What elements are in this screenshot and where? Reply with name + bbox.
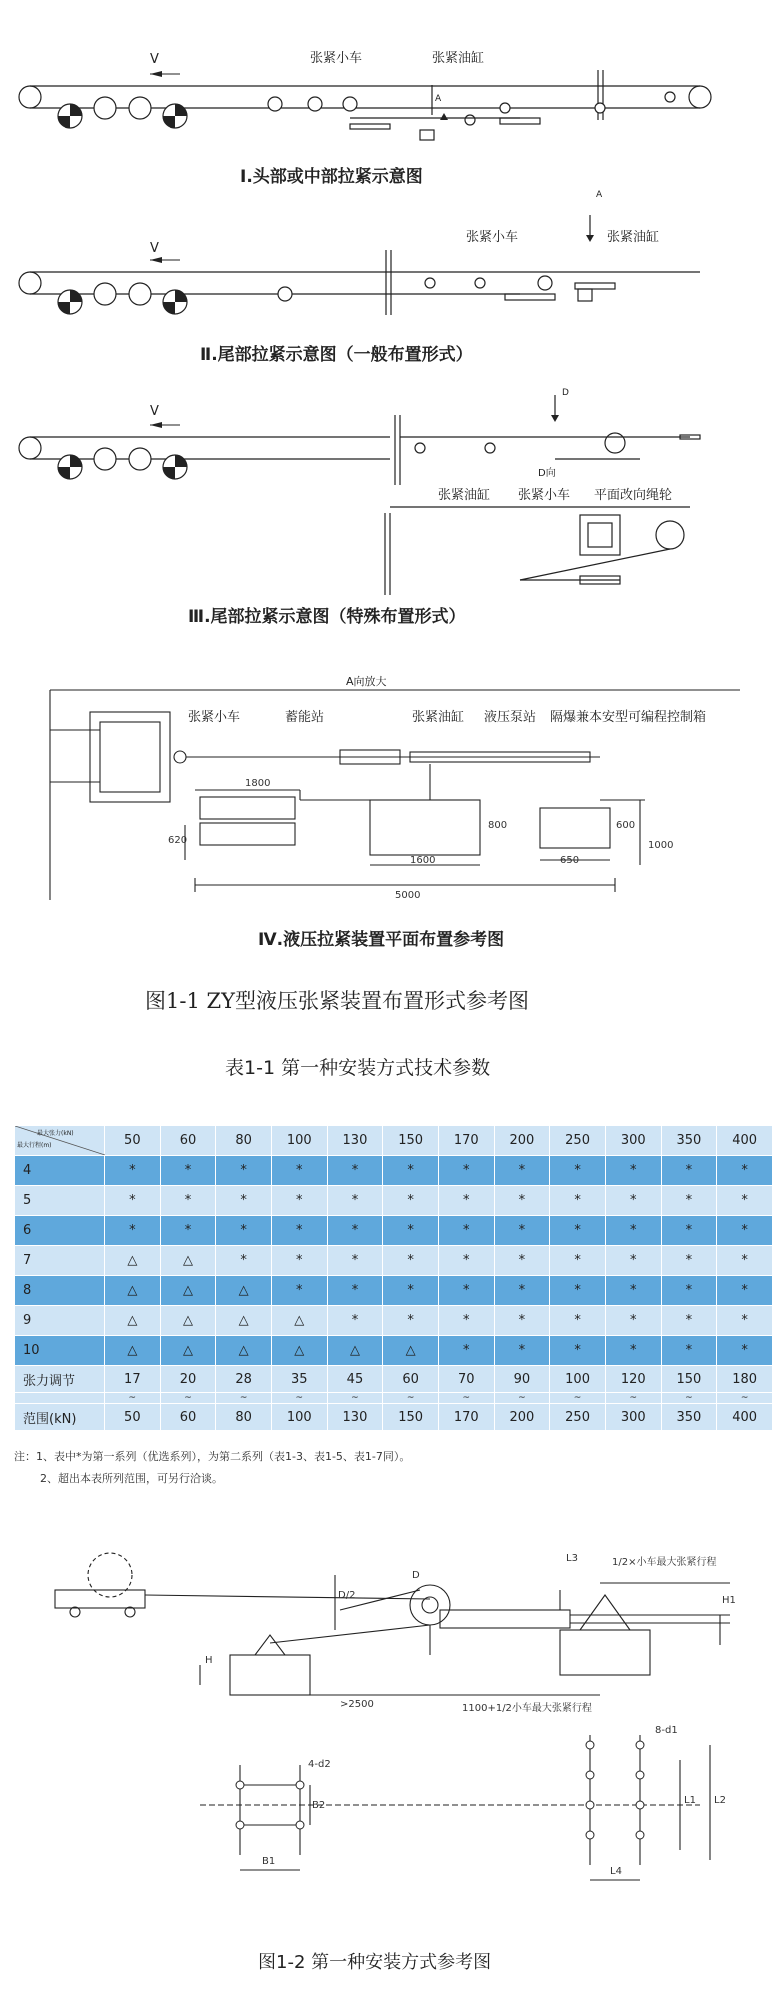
series-cell: * xyxy=(717,1186,773,1216)
series-cell: * xyxy=(550,1186,606,1216)
range-max-cell: 50 xyxy=(105,1404,161,1431)
range-min-cell: 70 xyxy=(438,1366,494,1393)
series-cell: * xyxy=(494,1276,550,1306)
series-cell: * xyxy=(605,1156,661,1186)
range-min-cell: 45 xyxy=(327,1366,383,1393)
series-cell: * xyxy=(216,1246,272,1276)
corner-top-label: 最大张力(kN) xyxy=(37,1130,74,1137)
table-1-title: 表1-1 第一种安装方式技术参数 xyxy=(225,1057,491,1079)
stroke-row xyxy=(15,1216,773,1246)
range-row-min xyxy=(15,1366,773,1393)
series-cell: * xyxy=(605,1306,661,1336)
series-cell: * xyxy=(327,1156,383,1186)
force-header: 350 xyxy=(661,1126,717,1156)
diagram-4-cylinder-label: 张紧油缸 xyxy=(412,710,465,725)
stroke-label: 6 xyxy=(15,1216,105,1246)
diagram-1-cylinder-label: 张紧油缸 xyxy=(432,51,485,66)
diagram-4-title: A向放大 xyxy=(346,675,387,688)
range-max-cell: 350 xyxy=(661,1404,717,1431)
series-cell: * xyxy=(105,1186,161,1216)
range-sep: ~ xyxy=(550,1393,606,1404)
label-b2: B2 xyxy=(312,1800,326,1811)
range-min-cell: 180 xyxy=(717,1366,773,1393)
series-cell: * xyxy=(494,1246,550,1276)
range-max-cell: 300 xyxy=(605,1404,661,1431)
series-cell: * xyxy=(160,1156,216,1186)
stroke-row xyxy=(15,1306,773,1336)
series-cell: * xyxy=(216,1216,272,1246)
range-sep: ~ xyxy=(605,1393,661,1404)
range-min-cell: 20 xyxy=(160,1366,216,1393)
diagram-3-caption: Ⅲ.尾部拉紧示意图（特殊布置形式） xyxy=(188,607,466,627)
range-sep: ~ xyxy=(105,1393,161,1404)
series-cell: * xyxy=(383,1276,439,1306)
table-corner-cell xyxy=(15,1126,105,1156)
diagram-2-caption: Ⅱ.尾部拉紧示意图（一般布置形式） xyxy=(200,345,473,365)
series-cell: △ xyxy=(105,1246,161,1276)
range-max-cell: 200 xyxy=(494,1404,550,1431)
series-cell: * xyxy=(383,1306,439,1336)
diagram-3-d-label: D xyxy=(562,388,569,398)
table-note-2: 2、超出本表所列范围，可另行洽谈。 xyxy=(40,1472,223,1485)
series-cell: * xyxy=(661,1276,717,1306)
range-sep: ~ xyxy=(438,1393,494,1404)
stroke-row xyxy=(15,1336,773,1366)
series-cell: * xyxy=(717,1216,773,1246)
diagram-2-a-label: A xyxy=(596,190,603,200)
force-header: 130 xyxy=(327,1126,383,1156)
series-cell: * xyxy=(661,1186,717,1216)
range-min-cell: 150 xyxy=(661,1366,717,1393)
table-header-row xyxy=(15,1126,773,1156)
range-min-cell: 100 xyxy=(550,1366,606,1393)
series-cell: * xyxy=(216,1186,272,1216)
series-cell: * xyxy=(494,1336,550,1366)
force-header: 50 xyxy=(105,1126,161,1156)
series-cell: * xyxy=(383,1246,439,1276)
series-cell: * xyxy=(605,1246,661,1276)
stroke-row xyxy=(15,1246,773,1276)
series-cell: * xyxy=(550,1306,606,1336)
series-cell: * xyxy=(271,1276,327,1306)
series-cell: △ xyxy=(105,1336,161,1366)
series-cell: * xyxy=(494,1216,550,1246)
series-cell: △ xyxy=(105,1306,161,1336)
series-cell: * xyxy=(494,1156,550,1186)
series-cell: △ xyxy=(216,1306,272,1336)
diagram-4-caption: Ⅳ.液压拉紧装置平面布置参考图 xyxy=(258,930,505,950)
series-cell: * xyxy=(383,1216,439,1246)
series-cell: * xyxy=(605,1186,661,1216)
diagram-3-pulley-label: 平面改向绳轮 xyxy=(594,488,673,503)
label-1100: 1100+1/2小车最大张紧行程 xyxy=(462,1703,592,1714)
range-max-cell: 250 xyxy=(550,1404,606,1431)
label-h1: H1 xyxy=(722,1595,736,1606)
dim-1000: 1000 xyxy=(648,840,674,851)
label-8d1: 8-d1 xyxy=(655,1725,678,1736)
range-max-cell: 80 xyxy=(216,1404,272,1431)
series-cell: * xyxy=(494,1306,550,1336)
series-cell: * xyxy=(717,1246,773,1276)
series-cell: △ xyxy=(160,1336,216,1366)
corner-bottom-label: 最大行程(m) xyxy=(17,1142,52,1149)
diagram-3-v-label: V xyxy=(150,404,159,419)
dim-5000: 5000 xyxy=(395,890,421,901)
range-sep: ~ xyxy=(717,1393,773,1404)
force-header: 200 xyxy=(494,1126,550,1156)
diagram-4-pump-label: 液压泵站 xyxy=(484,710,537,725)
range-min-cell: 60 xyxy=(383,1366,439,1393)
series-cell: * xyxy=(661,1216,717,1246)
series-cell: * xyxy=(717,1276,773,1306)
range-max-cell: 130 xyxy=(327,1404,383,1431)
diagram-1-caption: Ⅰ.头部或中部拉紧示意图 xyxy=(240,167,423,187)
parameter-table xyxy=(14,1125,773,1431)
series-cell: * xyxy=(438,1276,494,1306)
series-cell: * xyxy=(661,1336,717,1366)
figure-2-title: 图1-2 第一种安装方式参考图 xyxy=(258,1952,492,1973)
stroke-row xyxy=(15,1156,773,1186)
range-sep: ~ xyxy=(160,1393,216,1404)
series-cell: △ xyxy=(271,1336,327,1366)
label-half-stroke: 1/2×小车最大张紧行程 xyxy=(612,1557,717,1568)
diagram-2-cart-label: 张紧小车 xyxy=(466,230,519,245)
dim-600: 600 xyxy=(616,820,636,831)
stroke-label: 9 xyxy=(15,1306,105,1336)
series-cell: * xyxy=(327,1216,383,1246)
range-max-cell: 150 xyxy=(383,1404,439,1431)
series-cell: * xyxy=(327,1246,383,1276)
diagram-1-a-label: A xyxy=(435,94,442,104)
series-cell: △ xyxy=(271,1306,327,1336)
series-cell: * xyxy=(494,1186,550,1216)
series-cell: * xyxy=(327,1186,383,1216)
label-d: D xyxy=(412,1570,420,1581)
force-header: 300 xyxy=(605,1126,661,1156)
series-cell: * xyxy=(438,1216,494,1246)
diagram-4-cart-label: 张紧小车 xyxy=(188,710,241,725)
series-cell: * xyxy=(717,1306,773,1336)
series-cell: * xyxy=(438,1186,494,1216)
diagram-2-drawing xyxy=(0,190,773,340)
range-label-2: 范围(kN) xyxy=(15,1404,105,1431)
range-sep: ~ xyxy=(216,1393,272,1404)
series-cell: * xyxy=(438,1336,494,1366)
range-row-max xyxy=(15,1404,773,1431)
series-cell: △ xyxy=(216,1336,272,1366)
range-max-cell: 100 xyxy=(271,1404,327,1431)
range-min-cell: 28 xyxy=(216,1366,272,1393)
series-cell: * xyxy=(550,1276,606,1306)
series-cell: * xyxy=(438,1156,494,1186)
series-cell: * xyxy=(661,1156,717,1186)
series-cell: * xyxy=(327,1276,383,1306)
label-4d2: 4-d2 xyxy=(308,1759,331,1770)
stroke-label: 4 xyxy=(15,1156,105,1186)
label-h: H xyxy=(205,1655,213,1666)
series-cell: * xyxy=(605,1336,661,1366)
series-cell: * xyxy=(271,1216,327,1246)
series-cell: * xyxy=(160,1186,216,1216)
series-cell: * xyxy=(271,1246,327,1276)
series-cell: * xyxy=(160,1216,216,1246)
stroke-label: 5 xyxy=(15,1186,105,1216)
force-header: 170 xyxy=(438,1126,494,1156)
series-cell: * xyxy=(661,1246,717,1276)
stroke-label: 10 xyxy=(15,1336,105,1366)
dim-650: 650 xyxy=(560,855,580,866)
force-header: 100 xyxy=(271,1126,327,1156)
series-cell: * xyxy=(271,1186,327,1216)
diagram-1-v-label: V xyxy=(150,52,159,67)
table-note-1: 注：1、表中*为第一系列（优选系列），为第二系列（表1-3、表1-5、表1-7同）。 xyxy=(14,1450,411,1463)
force-header: 400 xyxy=(717,1126,773,1156)
series-cell: * xyxy=(383,1186,439,1216)
stroke-row xyxy=(15,1276,773,1306)
force-header: 60 xyxy=(160,1126,216,1156)
diagram-4-control-box-label: 隔爆兼本安型可编程控制箱 xyxy=(550,710,707,725)
range-sep: ~ xyxy=(661,1393,717,1404)
stroke-label: 7 xyxy=(15,1246,105,1276)
force-header: 80 xyxy=(216,1126,272,1156)
series-cell: * xyxy=(438,1246,494,1276)
series-cell: * xyxy=(383,1156,439,1186)
range-min-cell: 120 xyxy=(605,1366,661,1393)
label-l1: L1 xyxy=(684,1795,696,1806)
series-cell: △ xyxy=(105,1276,161,1306)
series-cell: △ xyxy=(160,1276,216,1306)
label-l2: L2 xyxy=(714,1795,726,1806)
range-sep: ~ xyxy=(494,1393,550,1404)
diagram-4-accumulator-label: 蓄能站 xyxy=(285,710,325,725)
diagram-3-d-view-label: D向 xyxy=(538,468,556,479)
range-min-cell: 35 xyxy=(271,1366,327,1393)
force-header: 250 xyxy=(550,1126,606,1156)
diagram-2-v-label: V xyxy=(150,241,159,256)
stroke-label: 8 xyxy=(15,1276,105,1306)
series-cell: * xyxy=(550,1246,606,1276)
series-cell: * xyxy=(550,1336,606,1366)
dim-620: 620 xyxy=(168,835,188,846)
series-cell: △ xyxy=(216,1276,272,1306)
series-cell: * xyxy=(216,1156,272,1186)
dim-800: 800 xyxy=(488,820,508,831)
dim-1800: 1800 xyxy=(245,778,271,789)
series-cell: * xyxy=(605,1216,661,1246)
dim-1600: 1600 xyxy=(410,855,436,866)
label-l4: L4 xyxy=(610,1866,622,1877)
range-label-1: 张力调节 xyxy=(15,1366,105,1393)
range-max-cell: 170 xyxy=(438,1404,494,1431)
series-cell: * xyxy=(717,1156,773,1186)
series-cell: △ xyxy=(160,1246,216,1276)
label-2500: >2500 xyxy=(340,1699,374,1710)
series-cell: * xyxy=(605,1276,661,1306)
series-cell: * xyxy=(717,1336,773,1366)
diagram-1-cart-label: 张紧小车 xyxy=(310,51,363,66)
force-header: 150 xyxy=(383,1126,439,1156)
diagram-3-cylinder-label: 张紧油缸 xyxy=(438,488,491,503)
range-sep: ~ xyxy=(327,1393,383,1404)
series-cell: * xyxy=(661,1306,717,1336)
series-cell: * xyxy=(550,1156,606,1186)
label-l3: L3 xyxy=(566,1553,578,1564)
label-b1: B1 xyxy=(262,1856,276,1867)
diagram-1-drawing xyxy=(0,0,773,175)
series-cell: △ xyxy=(383,1336,439,1366)
series-cell: * xyxy=(105,1156,161,1186)
range-sep: ~ xyxy=(271,1393,327,1404)
series-cell: * xyxy=(327,1306,383,1336)
label-d2: D/2 xyxy=(338,1590,356,1601)
series-cell: * xyxy=(438,1306,494,1336)
diagram-3-cart-label: 张紧小车 xyxy=(518,488,571,503)
series-cell: △ xyxy=(327,1336,383,1366)
range-min-cell: 17 xyxy=(105,1366,161,1393)
series-cell: * xyxy=(550,1216,606,1246)
range-sep: ~ xyxy=(383,1393,439,1404)
series-cell: △ xyxy=(160,1306,216,1336)
range-max-cell: 60 xyxy=(160,1404,216,1431)
figure-1-title: 图1-1 ZY型液压张紧装置布置形式参考图 xyxy=(145,989,529,1013)
range-max-cell: 400 xyxy=(717,1404,773,1431)
range-row-sep xyxy=(15,1393,773,1404)
range-min-cell: 90 xyxy=(494,1366,550,1393)
series-cell: * xyxy=(271,1156,327,1186)
stroke-row xyxy=(15,1186,773,1216)
diagram-2-cylinder-label: 张紧油缸 xyxy=(607,230,660,245)
series-cell: * xyxy=(105,1216,161,1246)
